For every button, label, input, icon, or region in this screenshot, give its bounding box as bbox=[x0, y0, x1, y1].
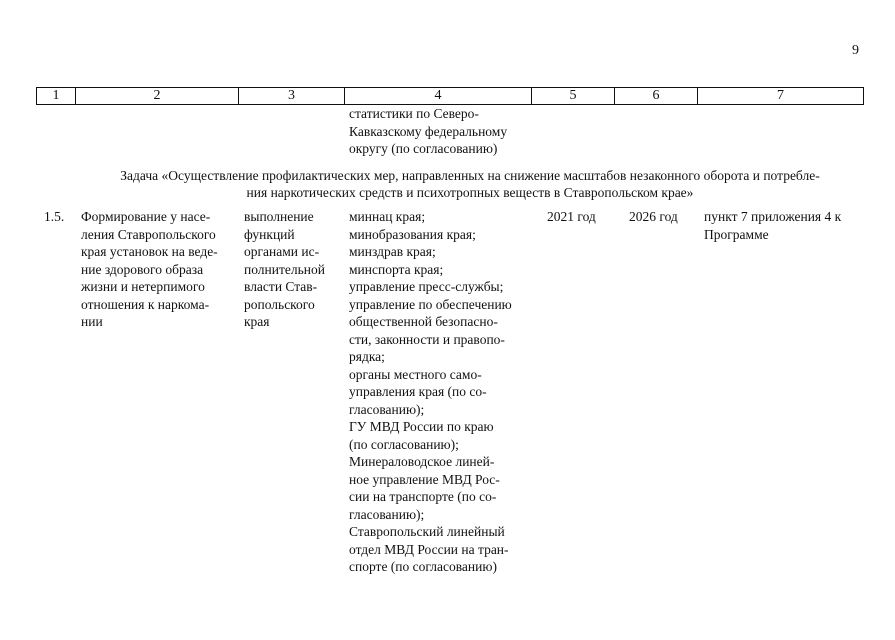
column-number-5: 5 bbox=[532, 88, 615, 105]
task-heading-line: ния наркотических средств и психотропных веществ в Ставропольском крае» bbox=[246, 185, 694, 200]
text-line: статистики по Северо- bbox=[349, 106, 479, 121]
text-line: органами ис- bbox=[244, 244, 320, 259]
text-line: минспорта края; bbox=[349, 261, 444, 277]
text-line: ления Ставропольского bbox=[81, 226, 216, 242]
text-line: нии bbox=[81, 314, 103, 329]
text-line: рядка; bbox=[349, 349, 385, 364]
text-line: выполнение bbox=[244, 209, 314, 224]
text-line: ное управление МВД Рос- bbox=[349, 471, 500, 487]
column-number-4: 4 bbox=[345, 88, 532, 105]
end-year: 2026 год bbox=[629, 209, 678, 224]
text-line: минобразования края; bbox=[349, 226, 476, 242]
column-number-6: 6 bbox=[615, 88, 698, 105]
column-number-header bbox=[36, 87, 864, 105]
text-line: Программе bbox=[704, 226, 769, 242]
text-line: управления края (по со- bbox=[349, 384, 487, 399]
text-line: Ставропольский линейный bbox=[349, 524, 505, 539]
column-number-2: 2 bbox=[76, 88, 239, 105]
text-line: ропольского bbox=[244, 296, 315, 312]
text-line: минздрав края; bbox=[349, 244, 436, 259]
text-line: управление пресс-службы; bbox=[349, 279, 504, 294]
text-line: ние здорового образа bbox=[81, 261, 204, 277]
text-line: органы местного само- bbox=[349, 366, 482, 382]
text-line: спорте (по согласованию) bbox=[349, 559, 497, 574]
column-number-1: 1 bbox=[37, 88, 76, 105]
measure-name-cell bbox=[81, 208, 236, 331]
task-heading-line: Задача «Осуществление профилактических мер, направленных на снижение масштабов незаконного оборота и потребле- bbox=[120, 168, 820, 183]
text-line: Минераловодское линей- bbox=[349, 454, 495, 469]
executors-cell bbox=[349, 208, 529, 576]
page-number: 9 bbox=[852, 43, 859, 58]
text-line: сии на транспорте (по со- bbox=[349, 489, 497, 504]
text-line: отдел МВД России на тран- bbox=[349, 541, 509, 557]
row-number: 1.5. bbox=[44, 209, 65, 224]
text-line: власти Став- bbox=[244, 279, 318, 294]
text-line: гласованию); bbox=[349, 506, 425, 522]
text-line: жизни и нетерпимого bbox=[81, 279, 205, 294]
text-line: ГУ МВД России по краю bbox=[349, 419, 494, 434]
column-number-3: 3 bbox=[239, 88, 345, 105]
text-line: Кавказскому федеральному bbox=[349, 123, 508, 139]
text-line: полнительной bbox=[244, 261, 325, 277]
column-number-7: 7 bbox=[698, 88, 864, 105]
text-line: округу (по согласованию) bbox=[349, 141, 498, 156]
text-line: края установок на веде- bbox=[81, 244, 218, 259]
indicator-cell bbox=[704, 208, 866, 243]
start-year: 2021 год bbox=[547, 209, 596, 224]
text-line: сти, законности и правопо- bbox=[349, 331, 505, 347]
text-line: гласованию); bbox=[349, 401, 425, 417]
text-line: края bbox=[244, 314, 270, 329]
text-line: управление по обеспечению bbox=[349, 296, 512, 312]
text-line: (по согласованию); bbox=[349, 436, 459, 452]
continued-executors-cell bbox=[349, 105, 529, 158]
funding-source-cell bbox=[244, 208, 342, 331]
text-line: миннац края; bbox=[349, 209, 426, 224]
text-line: Формирование у насе- bbox=[81, 209, 211, 224]
text-line: отношения к наркома- bbox=[81, 296, 210, 312]
text-line: общественной безопасно- bbox=[349, 314, 498, 329]
task-heading bbox=[80, 167, 860, 201]
text-line: пункт 7 приложения 4 к bbox=[704, 209, 842, 224]
text-line: функций bbox=[244, 226, 295, 242]
